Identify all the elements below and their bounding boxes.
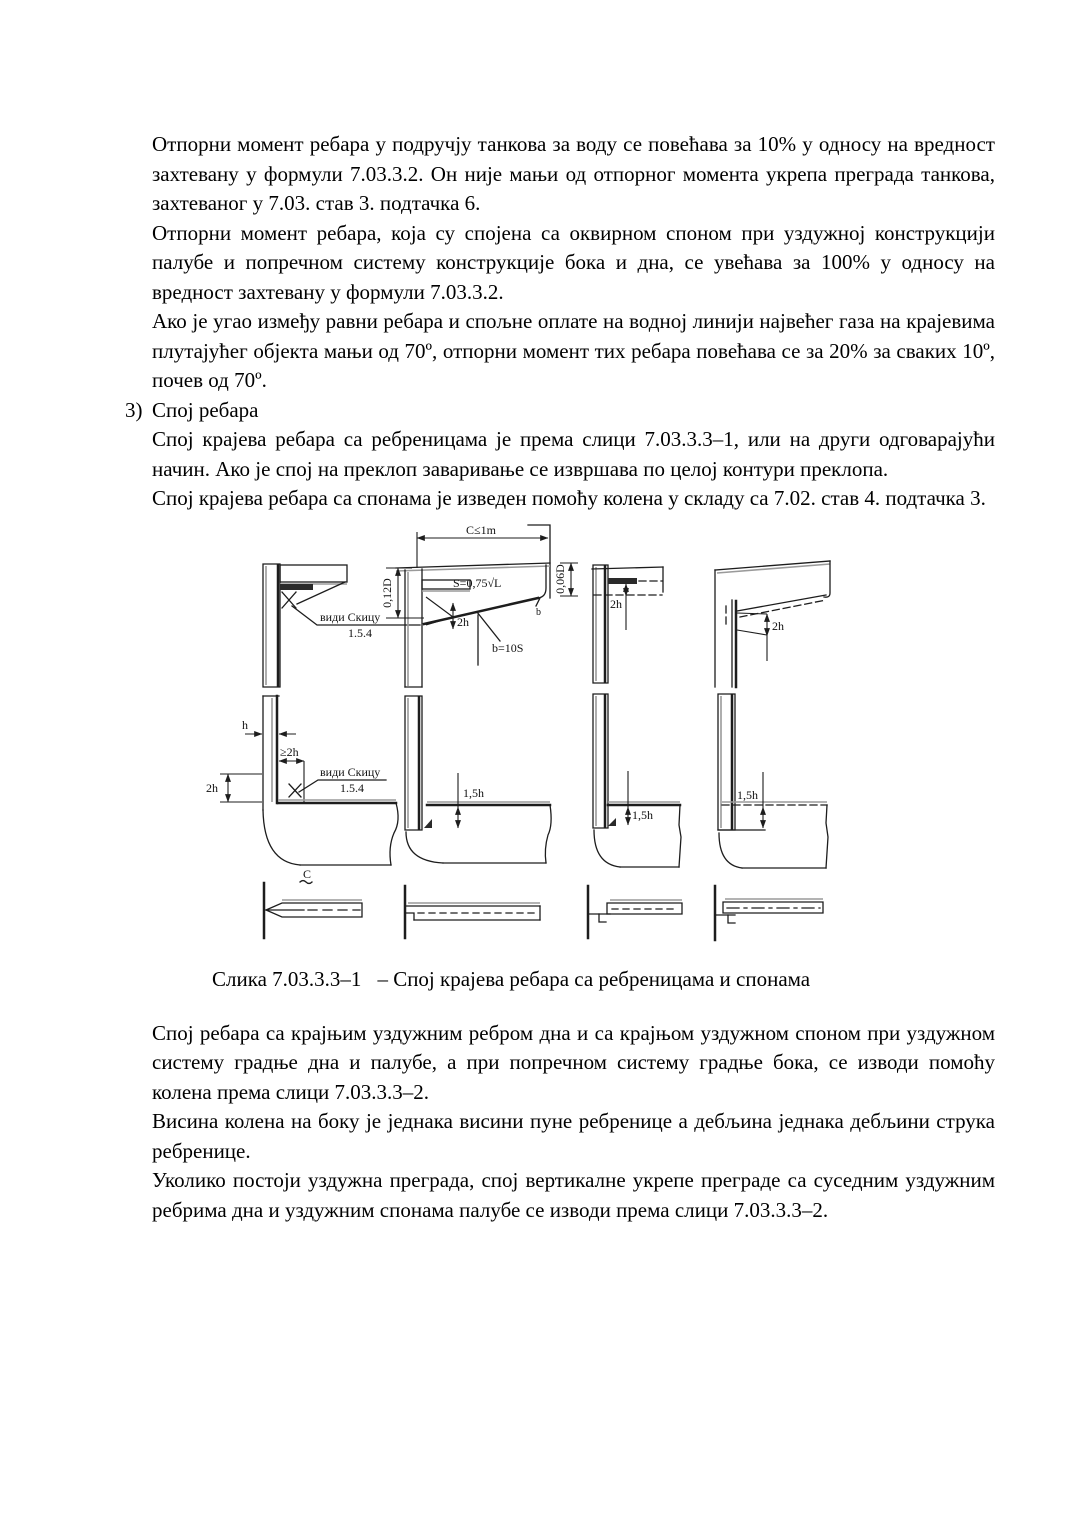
list-marker: 3) — [125, 397, 143, 422]
panel-mid-2 — [405, 696, 551, 863]
fig-label-centerline: C — [303, 866, 312, 881]
fig-label-b-formula: b=10S — [492, 640, 524, 655]
list-head — [125, 396, 995, 426]
panel-mid-3 — [593, 694, 681, 867]
paragraph-resistance-moment-tanks: Отпорни момент ребара у подручју танкова за воду се повећава за 10% у односу на вредност захтевану у формули 7.03.3.2. Он није мањи од отпорног момента укрепа преграда танкова, захтеваног у 7.03. став 3. подтачка 6. — [152, 132, 995, 215]
panel-mid-1 — [206, 696, 398, 884]
paragraph-bottom-joint: Спој ребара са крајњим уздужним ребром дна и са крајњом уздужном споном при уздужном систему градње дна и палубе, а при попречном систему градње бока, се изводи помоћу колена према слици 7.03.3.3–2. — [152, 1020, 995, 1104]
panel-top-4 — [715, 561, 830, 687]
figure-drawing — [200, 518, 995, 962]
figure-caption-title: – Спој крајева ребара са ребреницама и спонама — [377, 967, 811, 991]
panel-top-3 — [592, 565, 663, 683]
fig-label-c-max: C≤1m — [466, 522, 496, 537]
fig-label-2h-top2: 2h — [457, 614, 469, 629]
list-title: Спој ребара — [152, 397, 259, 422]
fig-label-sketch-ref-2: 1.5.4 — [340, 780, 364, 795]
panel-top-1 — [263, 564, 420, 687]
fig-label-sketch-ref-1: 1.5.4 — [348, 625, 372, 640]
figure-caption — [212, 965, 995, 995]
paragraph-resistance-moment-frames: Отпорни момент ребара, која су спојена са оквирном споном при уздужној конструкцији палубе и попречном систему конструкције бока и дна, се увећава за 100% у односу на вредност захтевану у формули 7.03.3.2. — [152, 220, 995, 304]
fig-label-15h-mid3: 1,5h — [632, 807, 653, 822]
paragraph-frame-joint-2: Спој крајева ребара са спонама је изведен помоћу колена у складу са 7.02. став 4. подтачка 3. — [152, 486, 986, 510]
figure-section-4 — [715, 886, 823, 940]
fig-label-15h-mid4: 1,5h — [737, 787, 758, 802]
list-item-3 — [125, 396, 995, 514]
figure-section-2 — [405, 886, 540, 938]
panel-top-2 — [380, 523, 578, 687]
panel-mid-4 — [718, 694, 828, 868]
fig-label-ge2h: ≥2h — [280, 744, 299, 759]
fig-label-2h-mid1: 2h — [206, 780, 218, 795]
figure-7-03-3-3-1 — [200, 518, 890, 953]
paragraph-frame-joint-1: Спој крајева ребара са ребреницама је према слици 7.03.3.3–1, или на други одговарајући начин. Ако је спој на преклоп заваривање се извршава по целој контури преклопа. — [152, 427, 995, 481]
fig-label-see-sketch-2: види Скицу — [320, 764, 381, 779]
fig-label-2h-top3: 2h — [610, 596, 622, 611]
text-column — [125, 130, 995, 1225]
fig-label-2h-top4: 2h — [772, 618, 784, 633]
fig-label-s-formula: S=0,75√L — [453, 575, 502, 590]
figure-caption-number: Слика 7.03.3.3–1 — [212, 967, 362, 991]
fig-label-15h-mid2: 1,5h — [463, 785, 484, 800]
fig-label-see-sketch-1: види Скицу — [320, 609, 381, 624]
fig-label-006d: 0,06D — [553, 563, 567, 594]
paragraph-bracket-height: Висина колена на боку је једнака висини пуне ребренице а дебљина једнака дебљини струка ребренице. — [152, 1109, 995, 1163]
fig-label-012d: 0,12D — [380, 577, 394, 608]
paragraph-longitudinal-bulkhead: Уколико постоји уздужна преграда, спој вертикалне укрепе преграде са суседним уздужним ребрима дна и уздужним спонама палубе се изводи према слици 7.03.3.3–2. — [152, 1168, 995, 1222]
fig-label-b-small: b — [536, 606, 541, 618]
figure-section-1 — [264, 883, 362, 938]
figure-section-3 — [588, 886, 682, 938]
paragraph-angle-rule: Ако је угао између равни ребара и спољне оплате на водној линији највећег газа на крајевима плутајућег објекта мањи од 70º, отпорни момент тих ребара повећава се за 20% за сваких 10º, почев од 70º. — [152, 309, 995, 392]
fig-label-h: h — [242, 717, 248, 732]
